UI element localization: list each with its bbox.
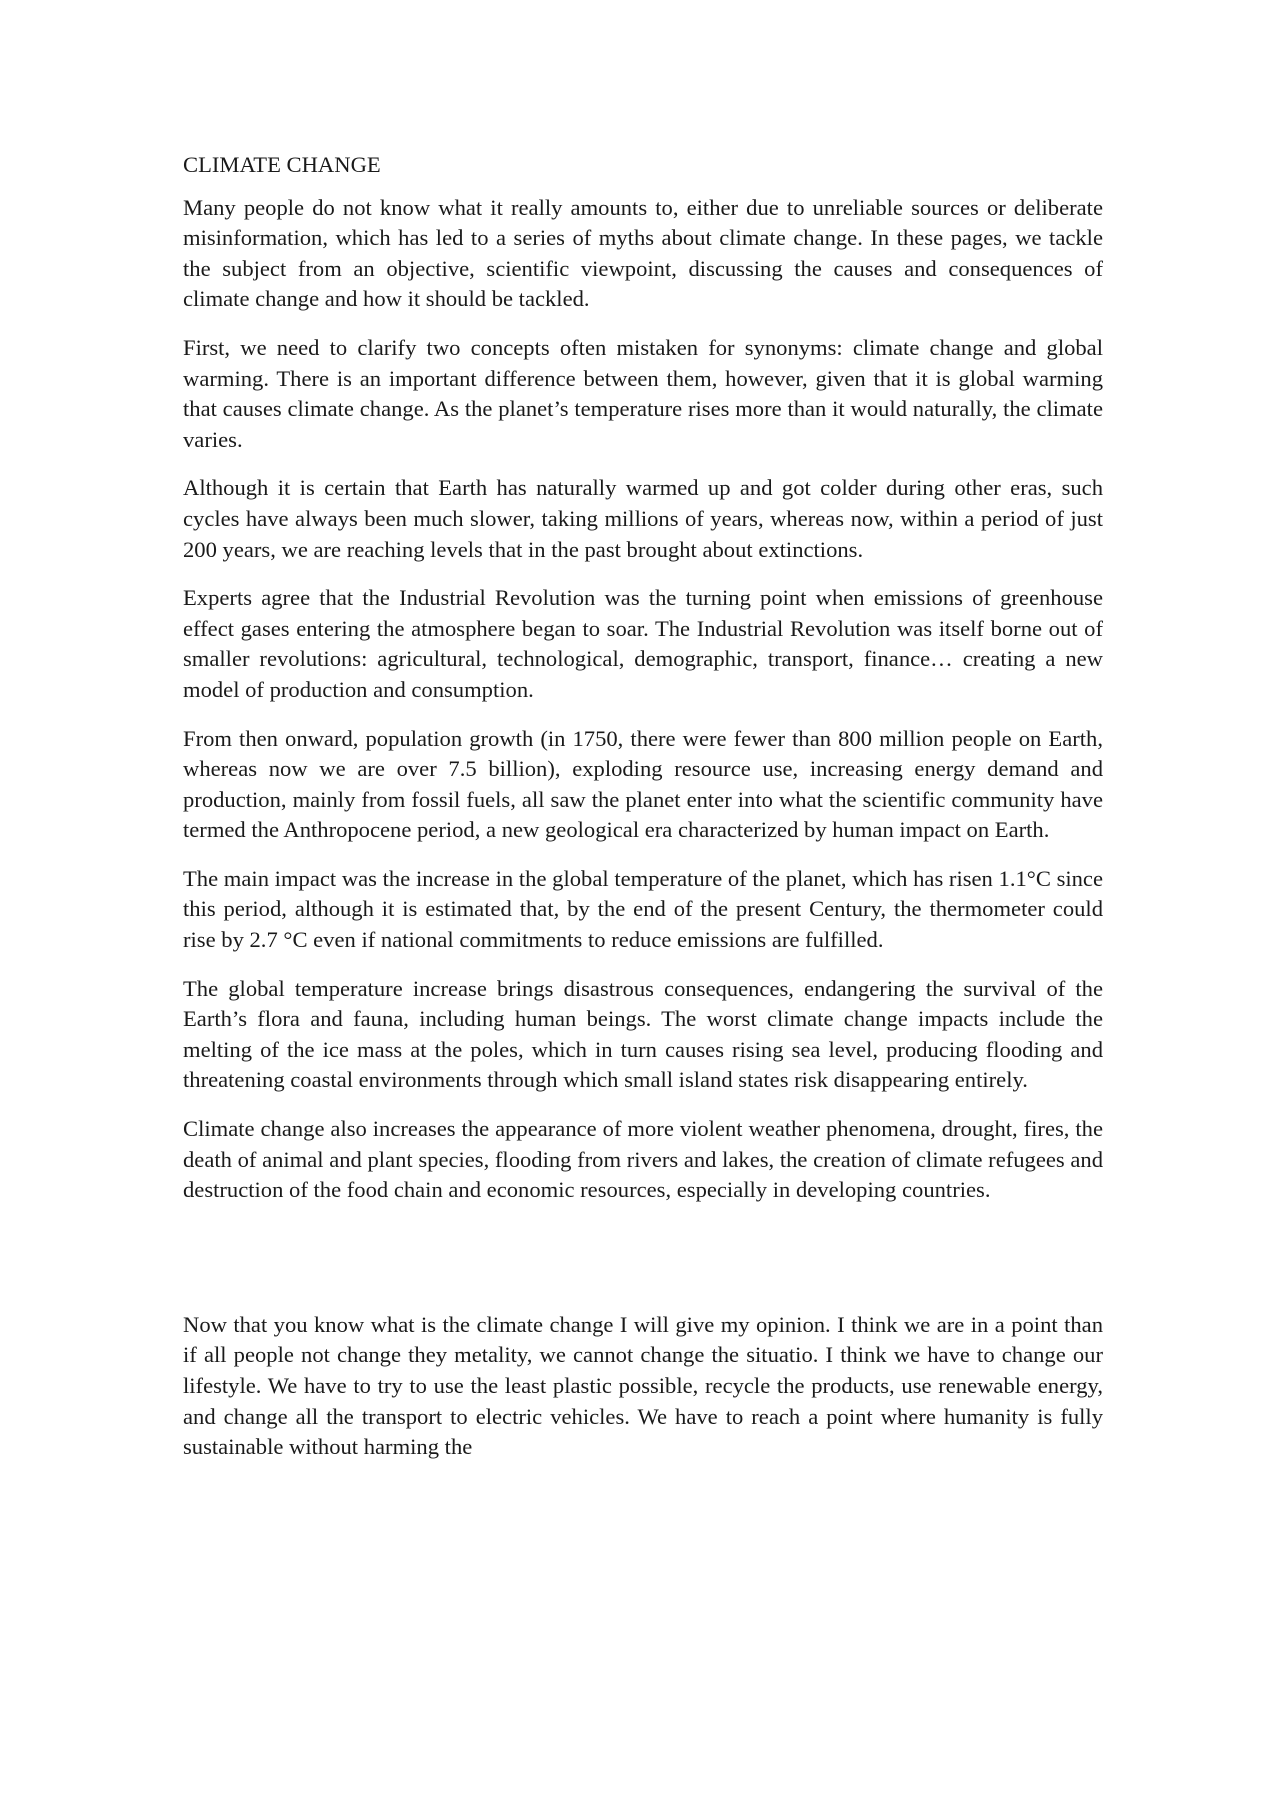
paragraph-opinion: Now that you know what is the climate change I will give my opinion. I think we are in a point than if all people not change they metality, we cannot change the situatio. I think we have to change our lifestyle. We have to try to use the least plastic possible, recycle the products, use renewable energy, and change all the transport to electric vehicles. We have to reach a point where humanity is fully sustainable without harming the: [183, 1311, 1103, 1460]
paragraph-intro: Many people do not know what it really amounts to, either due to unreliable sources or deliberate misinformation, which has led to a series of myths about climate change. In these pages, we tackle the subject from an objective, scientific viewpoint, discussing the causes and consequences of climate change and how it should be tackled.: [183, 194, 1103, 312]
paragraph-anthropocene: From then onward, population growth (in 1750, there were fewer than 800 million people on Earth, whereas now we are over 7.5 billion), exploding resource use, increasing energy demand and production, mainly from fossil fuels, all saw the planet enter into what the scientific community have termed the Anthropocene period, a new geological era characterized by human impact on Earth.: [183, 725, 1103, 843]
document-page: [183, 150, 1103, 1481]
paragraph-temperature-impact: The main impact was the increase in the global temperature of the planet, which has risen 1.1°C since this period, although it is estimated that, by the end of the present Century, the thermometer could rise by 2.7 °C even if national commitments to reduce emissions are fulfilled.: [183, 865, 1103, 953]
paragraph-concepts: First, we need to clarify two concepts often mistaken for synonyms: climate change and global warming. There is an important difference between them, however, given that it is global warming that causes climate change. As the planet’s temperature rises more than it would naturally, the climate varies.: [183, 334, 1103, 452]
paragraph-consequences: The global temperature increase brings disastrous consequences, endangering the survival of the Earth’s flora and fauna, including human beings. The worst climate change impacts include the melting of the ice mass at the poles, which in turn causes rising sea level, producing flooding and threatening coastal environments through which small island states risk disappearing entirely.: [183, 975, 1103, 1093]
document-title: CLIMATE CHANGE: [183, 152, 381, 177]
paragraph-industrial-revolution: Experts agree that the Industrial Revolution was the turning point when emissions of greenhouse effect gases entering the atmosphere began to soar. The Industrial Revolution was itself borne out of smaller revolutions: agricultural, technological, demographic, transport, finance… creating a new model of production and consumption.: [183, 585, 1103, 702]
paragraph-natural-cycles: Although it is certain that Earth has naturally warmed up and got colder during other eras, such cycles have always been much slower, taking millions of years, whereas now, within a period of just 200 years, we are reaching levels that in the past brought about extinctions.: [183, 475, 1103, 562]
paragraph-weather-phenomena: Climate change also increases the appearance of more violent weather phenomena, drought, fires, the death of animal and plant species, flooding from rivers and lakes, the creation of climate refugees and destruction of the food chain and economic resources, especially in developing countries.: [183, 1116, 1103, 1203]
